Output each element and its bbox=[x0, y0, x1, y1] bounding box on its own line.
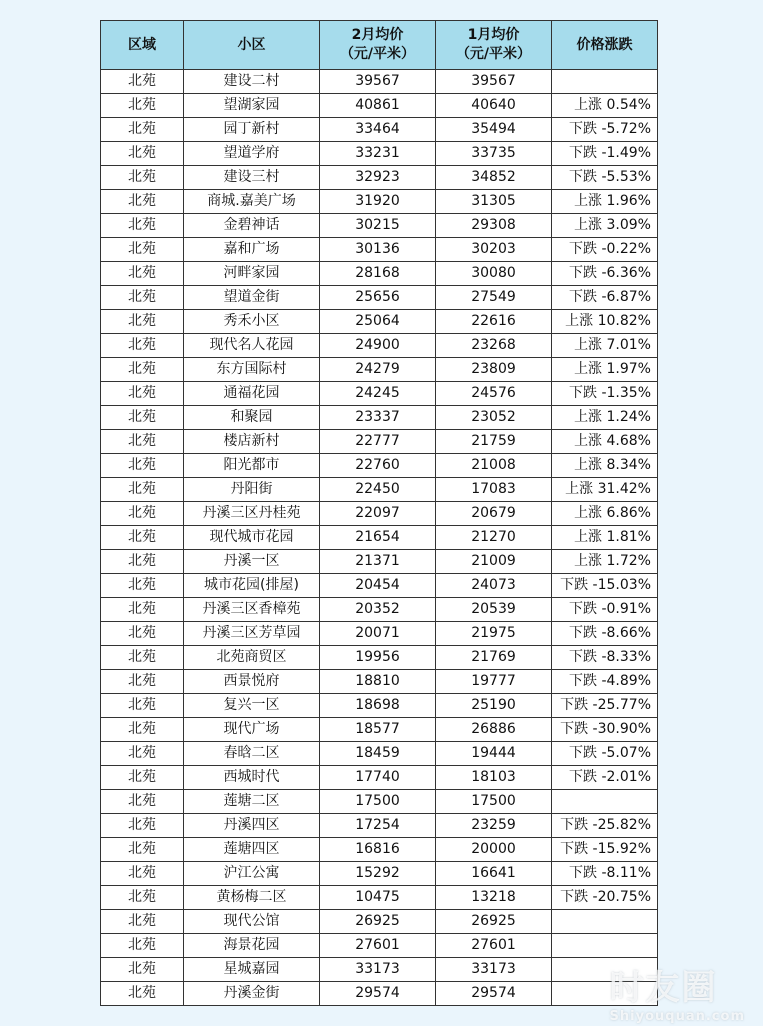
cell-district: 北苑 bbox=[101, 766, 184, 790]
table-row bbox=[101, 574, 658, 598]
cell-price-change: 下跌 -20.75% bbox=[552, 886, 658, 910]
cell-district: 北苑 bbox=[101, 574, 184, 598]
table-row bbox=[101, 838, 658, 862]
cell-jan-price: 27549 bbox=[436, 286, 552, 310]
cell-district: 北苑 bbox=[101, 958, 184, 982]
header-community: 小区 bbox=[184, 21, 320, 70]
cell-jan-price: 21270 bbox=[436, 526, 552, 550]
cell-price-change: 上涨 8.34% bbox=[552, 454, 658, 478]
cell-feb-price: 18810 bbox=[320, 670, 436, 694]
header-feb-price-unit: （元/平米） bbox=[339, 46, 416, 62]
cell-jan-price: 24576 bbox=[436, 382, 552, 406]
cell-community: 望道学府 bbox=[184, 142, 320, 166]
cell-community: 秀禾小区 bbox=[184, 310, 320, 334]
cell-feb-price: 22777 bbox=[320, 430, 436, 454]
cell-price-change: 下跌 -5.53% bbox=[552, 166, 658, 190]
cell-jan-price: 20679 bbox=[436, 502, 552, 526]
cell-price-change: 下跌 -0.22% bbox=[552, 238, 658, 262]
cell-community: 丹溪三区丹桂苑 bbox=[184, 502, 320, 526]
cell-feb-price: 33173 bbox=[320, 958, 436, 982]
cell-feb-price: 16816 bbox=[320, 838, 436, 862]
table-row bbox=[101, 598, 658, 622]
cell-price-change: 上涨 1.72% bbox=[552, 550, 658, 574]
cell-jan-price: 33173 bbox=[436, 958, 552, 982]
cell-district: 北苑 bbox=[101, 190, 184, 214]
cell-price-change: 上涨 1.24% bbox=[552, 406, 658, 430]
cell-district: 北苑 bbox=[101, 838, 184, 862]
cell-jan-price: 21008 bbox=[436, 454, 552, 478]
cell-district: 北苑 bbox=[101, 94, 184, 118]
cell-price-change: 下跌 -6.36% bbox=[552, 262, 658, 286]
cell-price-change: 下跌 -30.90% bbox=[552, 718, 658, 742]
cell-community: 河畔家园 bbox=[184, 262, 320, 286]
cell-jan-price: 21769 bbox=[436, 646, 552, 670]
cell-feb-price: 18698 bbox=[320, 694, 436, 718]
cell-jan-price: 25190 bbox=[436, 694, 552, 718]
header-district: 区域 bbox=[101, 21, 184, 70]
cell-community: 丹阳街 bbox=[184, 478, 320, 502]
cell-feb-price: 32923 bbox=[320, 166, 436, 190]
cell-community: 海景花园 bbox=[184, 934, 320, 958]
cell-price-change: 上涨 0.54% bbox=[552, 94, 658, 118]
cell-jan-price: 30203 bbox=[436, 238, 552, 262]
cell-price-change bbox=[552, 790, 658, 814]
cell-community: 楼店新村 bbox=[184, 430, 320, 454]
table-row bbox=[101, 166, 658, 190]
cell-jan-price: 21009 bbox=[436, 550, 552, 574]
cell-community: 丹溪一区 bbox=[184, 550, 320, 574]
price-table bbox=[100, 20, 658, 1006]
table-row bbox=[101, 718, 658, 742]
cell-feb-price: 25064 bbox=[320, 310, 436, 334]
cell-district: 北苑 bbox=[101, 142, 184, 166]
cell-price-change bbox=[552, 70, 658, 94]
watermark-logo-sub: Shiyouquan.com bbox=[609, 1009, 745, 1024]
cell-feb-price: 22097 bbox=[320, 502, 436, 526]
cell-district: 北苑 bbox=[101, 910, 184, 934]
cell-feb-price: 18459 bbox=[320, 742, 436, 766]
header-feb-price-title: 2月均价 bbox=[351, 27, 404, 43]
cell-district: 北苑 bbox=[101, 718, 184, 742]
cell-price-change: 下跌 -0.91% bbox=[552, 598, 658, 622]
cell-jan-price: 22616 bbox=[436, 310, 552, 334]
table-body bbox=[101, 70, 658, 1006]
table-row bbox=[101, 358, 658, 382]
cell-price-change: 下跌 -5.07% bbox=[552, 742, 658, 766]
cell-jan-price: 17500 bbox=[436, 790, 552, 814]
cell-price-change: 下跌 -4.89% bbox=[552, 670, 658, 694]
cell-feb-price: 30136 bbox=[320, 238, 436, 262]
header-jan-price-title: 1月均价 bbox=[467, 27, 520, 43]
cell-jan-price: 21759 bbox=[436, 430, 552, 454]
cell-district: 北苑 bbox=[101, 262, 184, 286]
table-row bbox=[101, 118, 658, 142]
cell-district: 北苑 bbox=[101, 694, 184, 718]
table-row bbox=[101, 958, 658, 982]
cell-feb-price: 21654 bbox=[320, 526, 436, 550]
table-row bbox=[101, 406, 658, 430]
cell-community: 和聚园 bbox=[184, 406, 320, 430]
cell-district: 北苑 bbox=[101, 478, 184, 502]
table-row bbox=[101, 934, 658, 958]
table-row bbox=[101, 766, 658, 790]
cell-community: 现代公馆 bbox=[184, 910, 320, 934]
cell-feb-price: 17500 bbox=[320, 790, 436, 814]
cell-district: 北苑 bbox=[101, 550, 184, 574]
cell-community: 星城嘉园 bbox=[184, 958, 320, 982]
cell-community: 现代广场 bbox=[184, 718, 320, 742]
table-row bbox=[101, 982, 658, 1006]
cell-feb-price: 33464 bbox=[320, 118, 436, 142]
table-row bbox=[101, 94, 658, 118]
cell-district: 北苑 bbox=[101, 70, 184, 94]
cell-district: 北苑 bbox=[101, 286, 184, 310]
cell-jan-price: 23259 bbox=[436, 814, 552, 838]
cell-feb-price: 18577 bbox=[320, 718, 436, 742]
cell-jan-price: 23268 bbox=[436, 334, 552, 358]
cell-feb-price: 22450 bbox=[320, 478, 436, 502]
cell-feb-price: 26925 bbox=[320, 910, 436, 934]
cell-district: 北苑 bbox=[101, 814, 184, 838]
table-row bbox=[101, 862, 658, 886]
watermark-logo-text: 时友圈 bbox=[609, 968, 718, 1008]
cell-feb-price: 21371 bbox=[320, 550, 436, 574]
cell-feb-price: 24900 bbox=[320, 334, 436, 358]
watermark-logo bbox=[610, 960, 745, 1024]
cell-feb-price: 28168 bbox=[320, 262, 436, 286]
cell-price-change: 上涨 6.86% bbox=[552, 502, 658, 526]
cell-community: 春晗二区 bbox=[184, 742, 320, 766]
cell-district: 北苑 bbox=[101, 454, 184, 478]
cell-price-change: 下跌 -2.01% bbox=[552, 766, 658, 790]
table-row bbox=[101, 694, 658, 718]
table-row bbox=[101, 478, 658, 502]
cell-district: 北苑 bbox=[101, 526, 184, 550]
cell-community: 西景悦府 bbox=[184, 670, 320, 694]
cell-price-change bbox=[552, 910, 658, 934]
cell-district: 北苑 bbox=[101, 430, 184, 454]
table-row bbox=[101, 454, 658, 478]
cell-jan-price: 21975 bbox=[436, 622, 552, 646]
cell-feb-price: 17254 bbox=[320, 814, 436, 838]
cell-price-change: 上涨 1.96% bbox=[552, 190, 658, 214]
cell-district: 北苑 bbox=[101, 862, 184, 886]
cell-price-change: 下跌 -1.49% bbox=[552, 142, 658, 166]
table-row bbox=[101, 142, 658, 166]
cell-community: 丹溪四区 bbox=[184, 814, 320, 838]
cell-district: 北苑 bbox=[101, 358, 184, 382]
cell-feb-price: 20071 bbox=[320, 622, 436, 646]
header-price-change: 价格涨跌 bbox=[552, 21, 658, 70]
cell-community: 望湖家园 bbox=[184, 94, 320, 118]
cell-jan-price: 20000 bbox=[436, 838, 552, 862]
header-jan-price bbox=[436, 21, 552, 70]
cell-district: 北苑 bbox=[101, 166, 184, 190]
cell-feb-price: 30215 bbox=[320, 214, 436, 238]
cell-feb-price: 22760 bbox=[320, 454, 436, 478]
cell-feb-price: 17740 bbox=[320, 766, 436, 790]
cell-community: 城市花园(排屋) bbox=[184, 574, 320, 598]
cell-feb-price: 31920 bbox=[320, 190, 436, 214]
cell-community: 复兴一区 bbox=[184, 694, 320, 718]
cell-community: 现代名人花园 bbox=[184, 334, 320, 358]
cell-price-change: 下跌 -15.92% bbox=[552, 838, 658, 862]
cell-feb-price: 19956 bbox=[320, 646, 436, 670]
cell-community: 莲塘二区 bbox=[184, 790, 320, 814]
cell-jan-price: 30080 bbox=[436, 262, 552, 286]
cell-jan-price: 20539 bbox=[436, 598, 552, 622]
table-row bbox=[101, 502, 658, 526]
table-row bbox=[101, 310, 658, 334]
table-row bbox=[101, 382, 658, 406]
cell-district: 北苑 bbox=[101, 598, 184, 622]
cell-community: 园丁新村 bbox=[184, 118, 320, 142]
cell-feb-price: 27601 bbox=[320, 934, 436, 958]
cell-jan-price: 19444 bbox=[436, 742, 552, 766]
cell-price-change: 上涨 10.82% bbox=[552, 310, 658, 334]
header-jan-price-unit: （元/平米） bbox=[455, 46, 532, 62]
cell-community: 商城.嘉美广场 bbox=[184, 190, 320, 214]
cell-jan-price: 34852 bbox=[436, 166, 552, 190]
cell-jan-price: 29574 bbox=[436, 982, 552, 1006]
cell-community: 黄杨梅二区 bbox=[184, 886, 320, 910]
cell-feb-price: 20352 bbox=[320, 598, 436, 622]
cell-jan-price: 39567 bbox=[436, 70, 552, 94]
table-row bbox=[101, 550, 658, 574]
cell-feb-price: 24245 bbox=[320, 382, 436, 406]
table-row bbox=[101, 262, 658, 286]
cell-district: 北苑 bbox=[101, 382, 184, 406]
cell-district: 北苑 bbox=[101, 790, 184, 814]
table-row bbox=[101, 70, 658, 94]
cell-jan-price: 16641 bbox=[436, 862, 552, 886]
cell-jan-price: 13218 bbox=[436, 886, 552, 910]
cell-district: 北苑 bbox=[101, 502, 184, 526]
cell-feb-price: 40861 bbox=[320, 94, 436, 118]
cell-price-change: 下跌 -8.33% bbox=[552, 646, 658, 670]
header-feb-price bbox=[320, 21, 436, 70]
table-row bbox=[101, 910, 658, 934]
cell-community: 通福花园 bbox=[184, 382, 320, 406]
cell-price-change: 下跌 -25.82% bbox=[552, 814, 658, 838]
table-row bbox=[101, 646, 658, 670]
table-row bbox=[101, 190, 658, 214]
table-row bbox=[101, 670, 658, 694]
table-row bbox=[101, 334, 658, 358]
cell-community: 现代城市花园 bbox=[184, 526, 320, 550]
cell-community: 丹溪三区香樟苑 bbox=[184, 598, 320, 622]
cell-price-change: 下跌 -1.35% bbox=[552, 382, 658, 406]
cell-district: 北苑 bbox=[101, 406, 184, 430]
cell-feb-price: 29574 bbox=[320, 982, 436, 1006]
cell-district: 北苑 bbox=[101, 982, 184, 1006]
cell-price-change: 下跌 -5.72% bbox=[552, 118, 658, 142]
cell-price-change bbox=[552, 934, 658, 958]
table-header-row bbox=[101, 21, 658, 70]
cell-jan-price: 26886 bbox=[436, 718, 552, 742]
cell-jan-price: 23809 bbox=[436, 358, 552, 382]
cell-community: 北苑商贸区 bbox=[184, 646, 320, 670]
cell-feb-price: 24279 bbox=[320, 358, 436, 382]
cell-jan-price: 33735 bbox=[436, 142, 552, 166]
cell-feb-price: 20454 bbox=[320, 574, 436, 598]
cell-jan-price: 29308 bbox=[436, 214, 552, 238]
cell-community: 丹溪金街 bbox=[184, 982, 320, 1006]
cell-jan-price: 40640 bbox=[436, 94, 552, 118]
table-row bbox=[101, 286, 658, 310]
cell-jan-price: 24073 bbox=[436, 574, 552, 598]
table-row bbox=[101, 886, 658, 910]
cell-jan-price: 23052 bbox=[436, 406, 552, 430]
cell-price-change: 下跌 -15.03% bbox=[552, 574, 658, 598]
cell-jan-price: 31305 bbox=[436, 190, 552, 214]
cell-community: 望道金街 bbox=[184, 286, 320, 310]
cell-price-change: 上涨 31.42% bbox=[552, 478, 658, 502]
cell-price-change: 上涨 7.01% bbox=[552, 334, 658, 358]
cell-district: 北苑 bbox=[101, 238, 184, 262]
cell-feb-price: 33231 bbox=[320, 142, 436, 166]
table-row bbox=[101, 238, 658, 262]
cell-community: 西城时代 bbox=[184, 766, 320, 790]
cell-district: 北苑 bbox=[101, 934, 184, 958]
cell-district: 北苑 bbox=[101, 670, 184, 694]
cell-price-change: 下跌 -6.87% bbox=[552, 286, 658, 310]
cell-community: 莲塘四区 bbox=[184, 838, 320, 862]
cell-jan-price: 35494 bbox=[436, 118, 552, 142]
cell-district: 北苑 bbox=[101, 334, 184, 358]
cell-district: 北苑 bbox=[101, 310, 184, 334]
cell-community: 建设二村 bbox=[184, 70, 320, 94]
cell-district: 北苑 bbox=[101, 646, 184, 670]
cell-district: 北苑 bbox=[101, 742, 184, 766]
cell-price-change: 上涨 3.09% bbox=[552, 214, 658, 238]
cell-jan-price: 18103 bbox=[436, 766, 552, 790]
cell-community: 沪江公寓 bbox=[184, 862, 320, 886]
table-row bbox=[101, 214, 658, 238]
table-row bbox=[101, 814, 658, 838]
cell-community: 阳光都市 bbox=[184, 454, 320, 478]
cell-community: 丹溪三区芳草园 bbox=[184, 622, 320, 646]
cell-price-change: 上涨 1.97% bbox=[552, 358, 658, 382]
table-row bbox=[101, 526, 658, 550]
table-row bbox=[101, 430, 658, 454]
cell-community: 金碧神话 bbox=[184, 214, 320, 238]
cell-price-change: 下跌 -8.66% bbox=[552, 622, 658, 646]
cell-feb-price: 10475 bbox=[320, 886, 436, 910]
cell-district: 北苑 bbox=[101, 622, 184, 646]
table-row bbox=[101, 622, 658, 646]
cell-feb-price: 39567 bbox=[320, 70, 436, 94]
cell-community: 东方国际村 bbox=[184, 358, 320, 382]
table-row bbox=[101, 742, 658, 766]
cell-price-change: 上涨 4.68% bbox=[552, 430, 658, 454]
cell-jan-price: 17083 bbox=[436, 478, 552, 502]
cell-community: 嘉和广场 bbox=[184, 238, 320, 262]
cell-price-change: 下跌 -8.11% bbox=[552, 862, 658, 886]
cell-feb-price: 23337 bbox=[320, 406, 436, 430]
cell-jan-price: 27601 bbox=[436, 934, 552, 958]
cell-district: 北苑 bbox=[101, 214, 184, 238]
cell-district: 北苑 bbox=[101, 886, 184, 910]
cell-feb-price: 15292 bbox=[320, 862, 436, 886]
cell-price-change: 下跌 -25.77% bbox=[552, 694, 658, 718]
cell-price-change: 上涨 1.81% bbox=[552, 526, 658, 550]
cell-feb-price: 25656 bbox=[320, 286, 436, 310]
cell-district: 北苑 bbox=[101, 118, 184, 142]
table-row bbox=[101, 790, 658, 814]
cell-community: 建设三村 bbox=[184, 166, 320, 190]
cell-jan-price: 26925 bbox=[436, 910, 552, 934]
cell-jan-price: 19777 bbox=[436, 670, 552, 694]
